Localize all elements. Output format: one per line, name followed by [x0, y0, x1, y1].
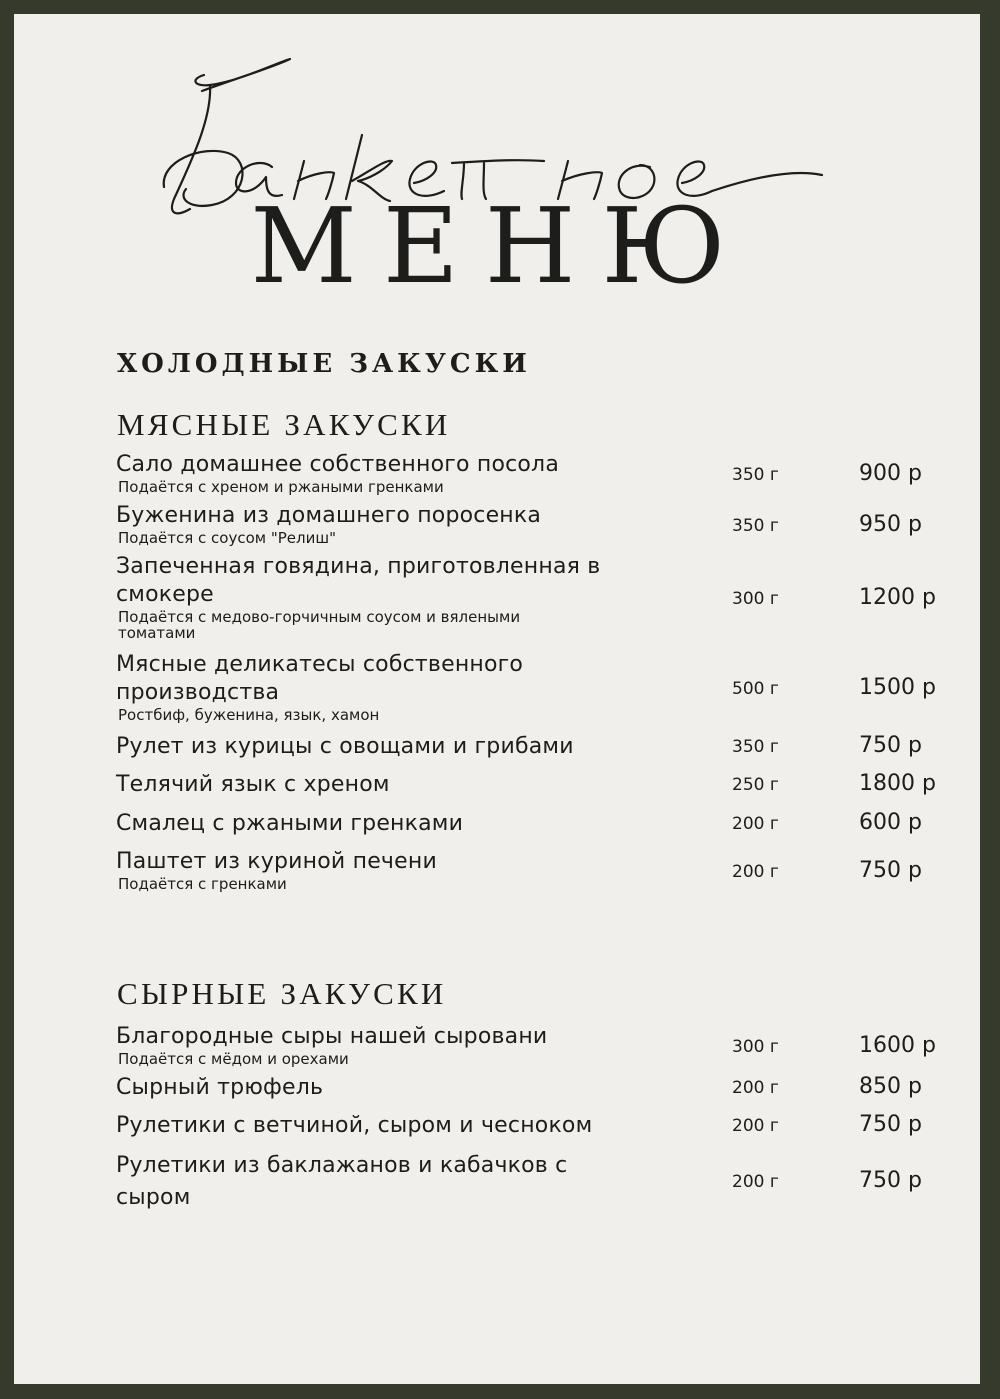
item-price: 1500 р: [859, 675, 936, 700]
item-name: Рулетики из баклажанов и кабачков с сыром: [116, 1153, 568, 1210]
item-price: 1200 р: [859, 585, 936, 610]
item-weight: 200 г: [732, 1116, 779, 1136]
item-weight: 500 г: [732, 679, 779, 699]
item-name: Смалец с ржаными гренками: [116, 811, 464, 836]
item-weight: 200 г: [732, 1078, 779, 1098]
menu-item: [116, 1023, 956, 1067]
item-name: Рулет из курицы с овощами и грибами: [116, 734, 574, 759]
item-weight: 200 г: [732, 862, 779, 882]
item-description: Подаётся с гренками: [118, 875, 287, 893]
menu-item: [116, 1074, 956, 1102]
item-weight: 300 г: [732, 589, 779, 609]
item-description: Подаётся с медово-горчичным соусом и вялеными томатами: [118, 608, 521, 642]
menu-title: МЕНЮ: [250, 185, 752, 307]
menu-item: [116, 1150, 956, 1214]
menu-item: [116, 553, 956, 641]
item-description: Ростбиф, буженина, язык, хамон: [118, 706, 380, 724]
item-weight: 250 г: [732, 775, 779, 795]
item-name: Сырный трюфель: [116, 1075, 324, 1100]
item-price: 750 р: [859, 1168, 922, 1193]
item-description: Подаётся с хреном и ржаными гренками: [118, 478, 444, 496]
item-price: 1800 р: [859, 771, 936, 796]
menu-page: [14, 14, 980, 1384]
item-price: 1600 р: [859, 1033, 936, 1058]
menu-item: [116, 771, 956, 799]
item-name: Мясные деликатесы собственного производства: [116, 652, 524, 705]
menu-item: [116, 848, 956, 892]
item-price: 600 р: [859, 810, 922, 835]
menu-item: [116, 451, 956, 495]
menu-item: [116, 810, 956, 838]
item-price: 750 р: [859, 1112, 922, 1137]
item-description: Подаётся с соусом "Релиш": [118, 529, 336, 547]
item-weight: 350 г: [732, 737, 779, 757]
item-name: Благородные сыры нашей сыровани: [116, 1024, 548, 1049]
item-description: Подаётся с мёдом и орехами: [118, 1050, 349, 1068]
menu-item: [116, 502, 956, 546]
subsection-title-cheese: СЫРНЫЕ ЗАКУСКИ: [117, 976, 447, 1011]
item-weight: 200 г: [732, 814, 779, 834]
item-name: Телячий язык с хреном: [116, 772, 390, 797]
item-name: Сало домашнее собственного посола: [116, 452, 560, 477]
item-weight: 300 г: [732, 1037, 779, 1057]
item-name: Запеченная говядина, приготовленная в смокере: [116, 554, 601, 607]
item-price: 900 р: [859, 461, 922, 486]
menu-item: [116, 733, 956, 761]
item-price: 950 р: [859, 512, 922, 537]
item-name: Паштет из куриной печени: [116, 849, 437, 874]
menu-item: [116, 651, 956, 723]
item-weight: 200 г: [732, 1172, 779, 1192]
item-weight: 350 г: [732, 465, 779, 485]
item-weight: 350 г: [732, 516, 779, 536]
section-title-cold-appetizers: ХОЛОДНЫЕ ЗАКУСКИ: [117, 349, 531, 379]
item-name: Буженина из домашнего поросенка: [116, 503, 542, 528]
item-price: 750 р: [859, 858, 922, 883]
item-price: 850 р: [859, 1074, 922, 1099]
item-price: 750 р: [859, 733, 922, 758]
subsection-title-meat: МЯСНЫЕ ЗАКУСКИ: [117, 407, 451, 442]
menu-item: [116, 1112, 956, 1140]
item-name: Рулетики с ветчиной, сыром и чесноком: [116, 1113, 593, 1138]
